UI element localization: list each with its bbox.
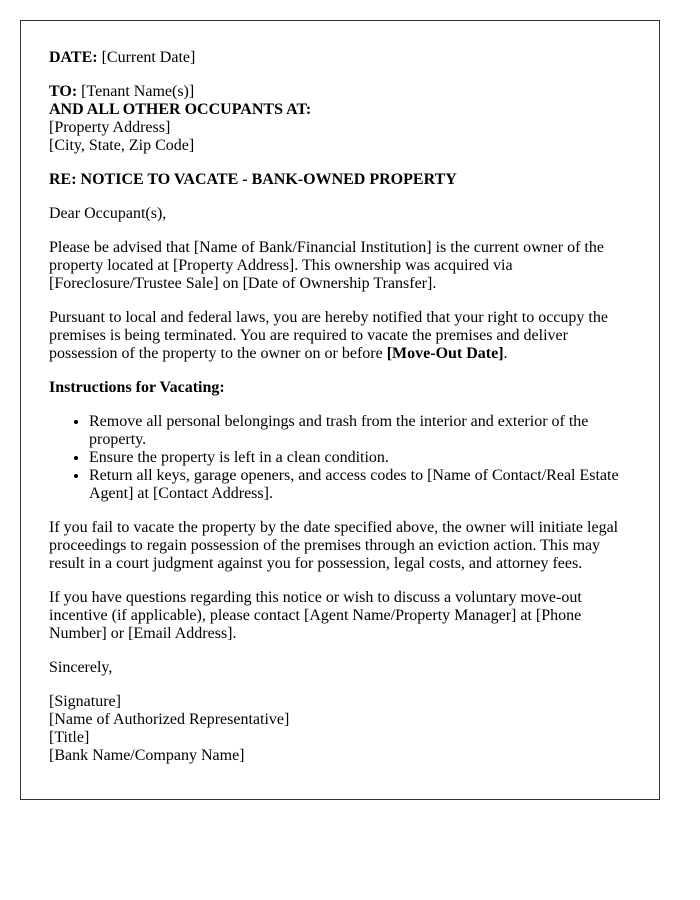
legal-action-paragraph: If you fail to vacate the property by the date specified above, the owner will initiate legal proceedings to regain possession of the premises through an eviction action. This may result in a court judgment against you for possession, legal costs, and attorney fees. bbox=[49, 519, 619, 572]
ownership-paragraph: Please be advised that [Name of Bank/Financial Institution] is the current owner of the property located at [Property Address]. This ownership was acquired via [Foreclosure/Trustee Sale] on [Date of Ownership Transfer]. bbox=[49, 239, 604, 292]
property-address: [Property Address] bbox=[49, 119, 171, 136]
tenant-name: [Tenant Name(s)] bbox=[81, 83, 195, 100]
date-value: [Current Date] bbox=[101, 49, 196, 66]
city-state-zip: [City, State, Zip Code] bbox=[49, 137, 195, 154]
subject-line bbox=[49, 171, 631, 189]
to-label: TO: bbox=[49, 83, 78, 100]
termination-end: . bbox=[503, 345, 508, 362]
signature: [Signature] bbox=[49, 693, 121, 710]
recipient-block bbox=[49, 83, 631, 155]
list-item: • Remove all personal belongings and trash from the interior and exterior of the property. bbox=[89, 413, 631, 449]
list-item: • Ensure the property is left in a clean condition. bbox=[89, 449, 631, 467]
move-out-date: [Move-Out Date] bbox=[386, 345, 504, 362]
signature-block bbox=[49, 693, 631, 765]
instructions-heading bbox=[49, 379, 631, 397]
date-label: DATE: bbox=[49, 49, 98, 66]
contact-paragraph: If you have questions regarding this notice or wish to discuss a voluntary move-out incentive (if applicable), please contact [Agent Name/Property Manager] at [Phone Number] or [Email Address]. bbox=[49, 589, 582, 642]
other-occupants-label: AND ALL OTHER OCCUPANTS AT: bbox=[49, 101, 312, 118]
closing: Sincerely, bbox=[49, 659, 113, 676]
company-name: [Bank Name/Company Name] bbox=[49, 747, 245, 764]
instructions-heading-text: Instructions for Vacating: bbox=[49, 379, 225, 396]
representative-title: [Title] bbox=[49, 729, 90, 746]
termination-text: Pursuant to local and federal laws, you are hereby notified that your right to occupy the premises is being terminated. You are required to vacate the premises and deliver possession of the property to the owner on or before bbox=[49, 309, 608, 362]
salutation: Dear Occupant(s), bbox=[49, 205, 167, 222]
termination-paragraph bbox=[49, 309, 631, 363]
instructions-list bbox=[49, 413, 631, 503]
subject-text: RE: NOTICE TO VACATE - BANK-OWNED PROPERTY bbox=[49, 171, 457, 188]
list-item: • Return all keys, garage openers, and access codes to [Name of Contact/Real Estate Agent] at [Contact Address]. bbox=[89, 467, 631, 503]
date-line bbox=[49, 49, 631, 67]
notice-to-vacate-letter bbox=[20, 20, 660, 800]
to-line bbox=[49, 83, 631, 101]
representative-name: [Name of Authorized Representative] bbox=[49, 711, 290, 728]
